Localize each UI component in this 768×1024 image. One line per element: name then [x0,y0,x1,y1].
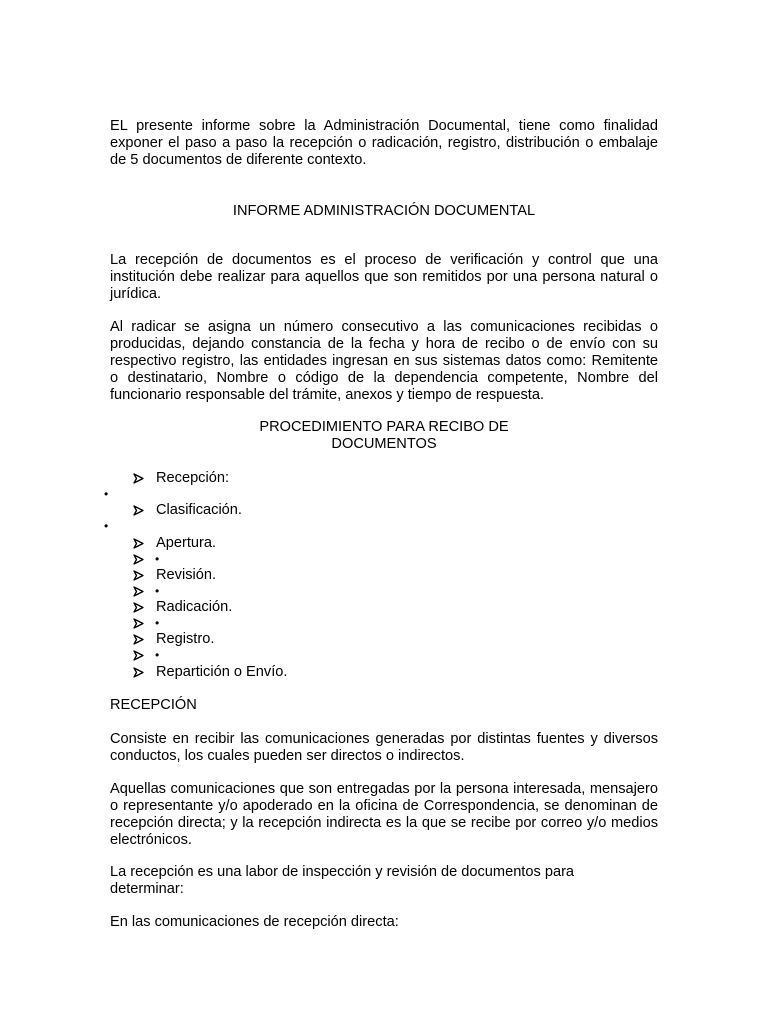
procedure-title-line1: PROCEDIMIENTO PARA RECIBO DE [259,419,509,435]
arrow-bullet-icon [133,470,145,487]
bullet-icon: • [155,584,160,598]
bullet-icon: • [155,648,160,662]
direct-indirect-paragraph: Aquellas comunicaciones que son entregadas por la persona interesada, mensajero o representante y/o apoderado en la oficina de Correspondencia, se denominan de recepción directa; y la recepción indirecta es la que se recibe por correo y/o medios electrónicos. [110,781,658,848]
step-label: Clasificación. [156,502,242,518]
arrow-bullet-icon [133,647,145,664]
arrow-bullet-icon [133,502,145,519]
arrow-bullet-icon [133,583,145,600]
procedure-title-line2: DOCUMENTOS [331,436,437,452]
direct-reception-paragraph: En las comunicaciones de recepción directa: [110,914,399,930]
arrow-bullet-icon [133,551,145,568]
inspection-paragraph: La recepción es una labor de inspección y revisión de documentos para determinar: [110,864,575,897]
radication-paragraph: Al radicar se asigna un número consecutivo a las comunicaciones recibidas o producidas, dejando constancia de la fecha y hora de recibo o de envío con su respectivo registro, las entidades ingresan en sus sistemas datos como: Remitente o destinatario, Nombre o código de la dependencia competente, Nombre del funcionario responsable del trámite, anexos y tiempo de respuesta. [110,319,658,403]
step-label: Apertura. [156,535,217,551]
bullet-icon: • [104,487,109,501]
arrow-bullet-icon [133,664,145,681]
reception-consists-paragraph: Consiste en recibir las comunicaciones generadas por distintas fuentes y diversos conductos, los cuales pueden ser directos o indirectos. [110,731,658,764]
arrow-bullet-icon [133,567,145,584]
step-label: Registro. [156,631,215,647]
step-label: Radicación. [156,599,233,615]
arrow-bullet-icon [133,535,145,552]
arrow-bullet-icon [133,599,145,616]
step-label: Recepción: [156,470,230,486]
intro-paragraph: EL presente informe sobre la Administración Documental, tiene como finalidad exponer el paso a paso la recepción o radicación, registro, distribución o embalaje de 5 documentos de diferente contexto. [110,118,658,168]
bullet-icon: • [155,552,160,566]
section-heading: RECEPCIÓN [110,697,197,713]
arrow-bullet-icon [133,615,145,632]
step-label: Repartición o Envío. [156,664,288,680]
document-title: INFORME ADMINISTRACIÓN DOCUMENTAL [232,203,536,219]
arrow-bullet-icon [133,631,145,648]
bullet-icon: • [155,616,160,630]
step-label: Revisión. [156,567,217,583]
bullet-icon: • [104,519,109,533]
reception-definition-paragraph: La recepción de documentos es el proceso de verificación y control que una institución debe realizar para aquellos que son remitidos por una persona natural o jurídica. [110,252,658,302]
